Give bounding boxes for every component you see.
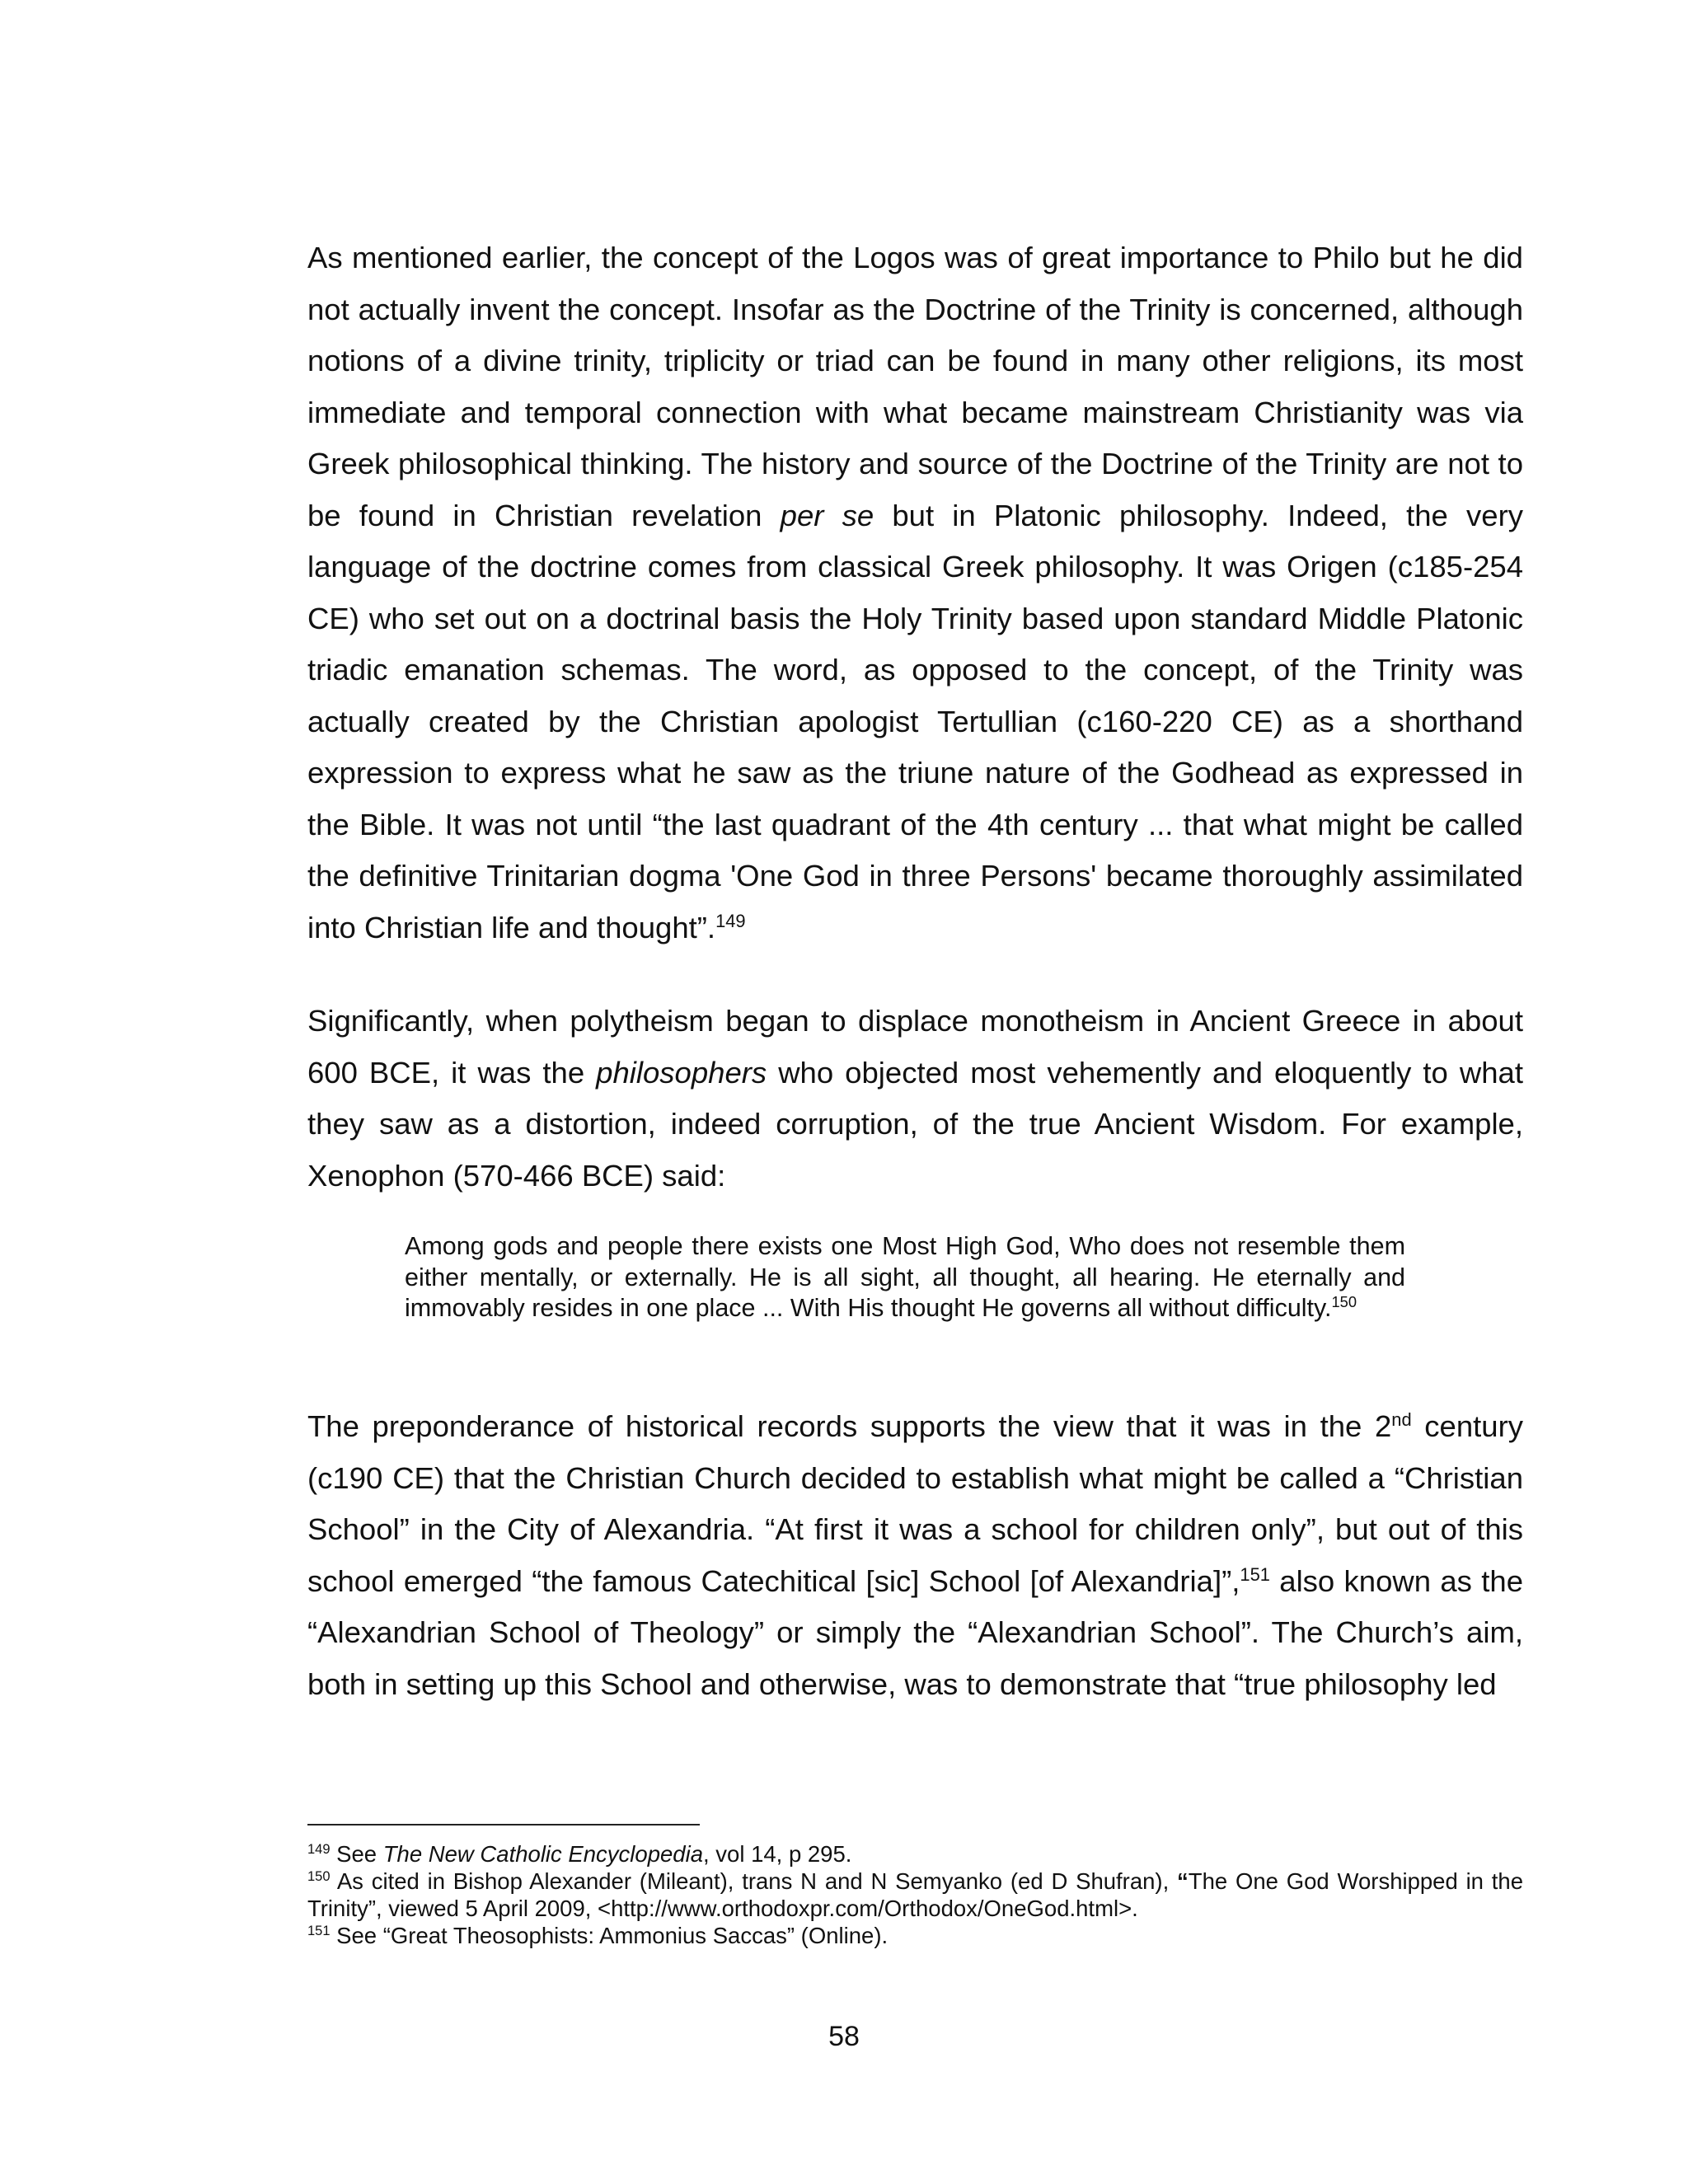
emphasis-philosophers: philosophers [596,1055,767,1090]
ordinal-suffix: nd [1391,1408,1412,1430]
footnote-ref-150: 150 [1331,1292,1357,1310]
footnote-ref-151: 151 [1240,1563,1270,1585]
footnote-separator [307,1824,700,1825]
paragraph-logos-trinity: As mentioned earlier, the concept of the Logos was of great importance to Philo but he did not actually invent the concept. Insofar as the Doctrine of the Trinity is concerned, although notions of a divine trinity, triplicity or triad can be found in many other religions, its most immediate and temporal connection with what became mainstream Christianity was via Greek philosophical thinking. The history and source of the Doctrine of the Trinity are not to be found in Christian revelation per se but in Platonic philosophy. Indeed, the very language of the doctrine comes from classical Greek philosophy. It was Origen (c185-254 CE) who set out on a doctrinal basis the Holy Trinity based upon standard Middle Platonic triadic emanation schemas. The word, as opposed to the concept, of the Trinity was actually created by the Christian apologist Tertullian (c160-220 CE) as a shorthand expression to express what he saw as the triune nature of the Godhead as expressed in the Bible. It was not until “the last quadrant of the 4th century ... that what might be called the definitive Trinitarian dogma 'One God in three Persons' became thoroughly assimilated into Christian life and thought”.$^{149}$ [307,241,1523,944]
paragraph-alexandrian-school: The preponderance of historical records supports the view that it was in the 2nd century (c190 CE) that the Christian Church decided to establish what might be called a “Christian School” in the City of Alexandria. “At first it was a school for children only”, but out of this school emerged “the famous Catechitical [sic] School [of Alexandria]”,$^{151}$ also known as the “Alexandrian School of Theology” or simply the “Alexandrian School”. The Church’s aim, both in setting up this School and otherwise, was to demonstrate that “true philosophy led [307,1408,1523,1701]
footnote-150: $^{150}$ As cited in Bishop Alexander (Mileant), trans N and N Semyanko (ed D Shufran), “The One God Worshipped in the Trinity”, viewed 5 April 2009, <http://www.orthodoxpr.com/Orthodox/OneGod.html>. [307,1868,1524,1921]
footnote-149: $^{149}$ See The New Catholic Encyclopedia, vol 14, p 295. [307,1841,852,1867]
footnote-ref-149: 149 [715,910,746,931]
page-number: 58 [828,2021,860,2052]
emphasis-per-se: per se [780,498,874,532]
paragraph-polytheism: Significantly, when polytheism began to displace monotheism in Ancient Greece in about 600 BCE, it was the philosophers who objected most vehemently and eloquently to what they saw as a distortion, indeed corruption, of the true Ancient Wisdom. For example, Xenophon (570-466 BCE) said: [307,1004,1523,1193]
block-quote-xenophon: Among gods and people there exists one Most High God, Who does not resemble them either mentally, or externally. He is all sight, all thought, all hearing. He eternally and immovably resides in one place ... With His thought He governs all without difficulty.$^{150}$ [405,1232,1405,1322]
footnote-151: $^{151}$ See “Great Theosophists: Ammonius Saccas” (Online). [307,1923,889,1948]
